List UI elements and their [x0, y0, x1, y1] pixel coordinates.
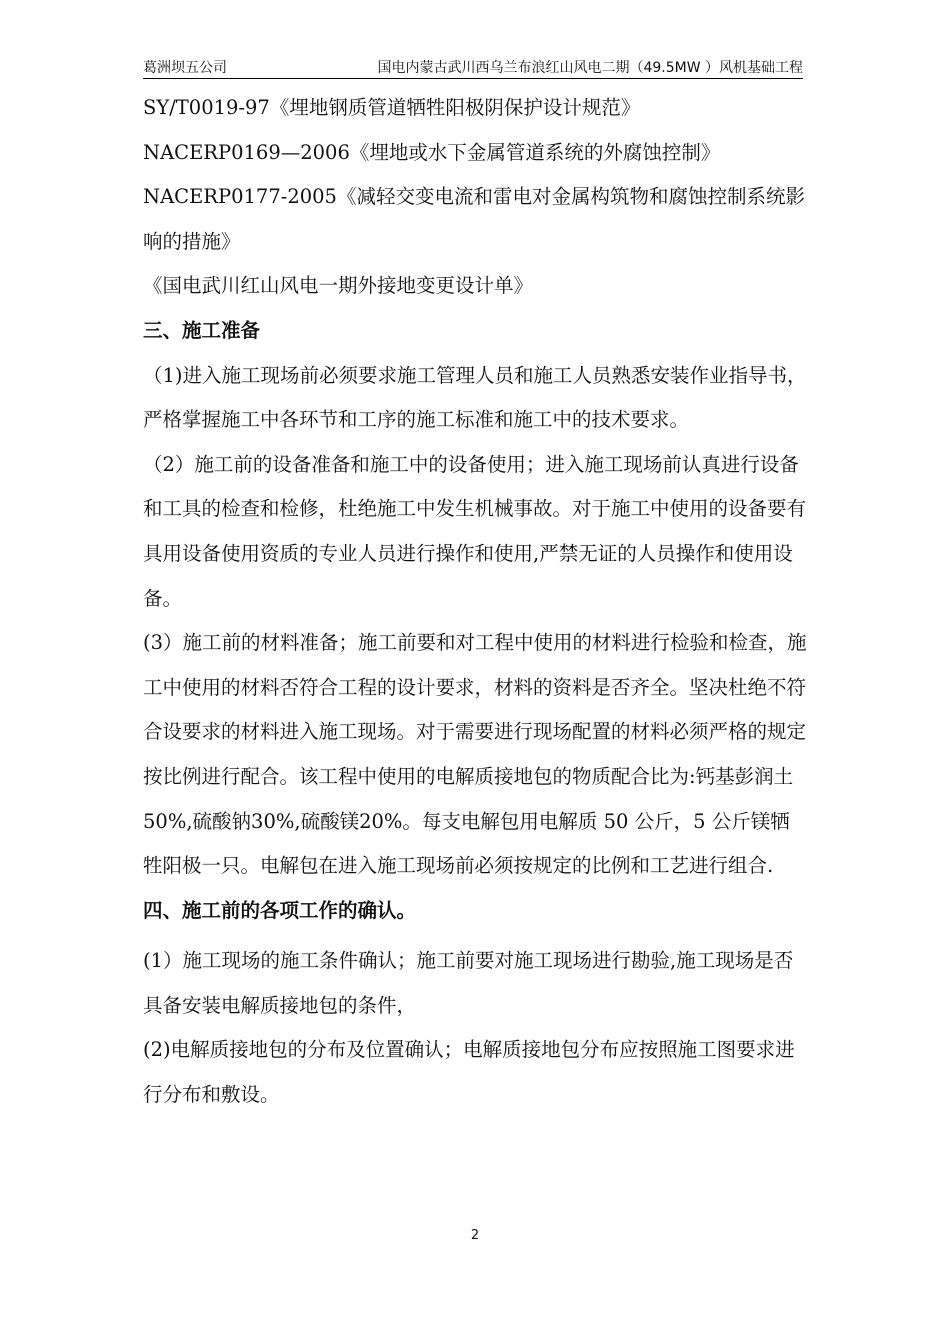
paragraph: （2）施工前的设备准备和施工中的设备使用；进入施工现场前认真进行设备和工具的检查和检修，杜绝施工中发生机械事故。对于施工中使用的设备要有具用设备使用资质的专业人员进行操作和使用,严禁无证的人员操作和使用设备。 [143, 452, 807, 610]
document-body [143, 86, 808, 1118]
paragraph: (2)电解质接地包的分布及位置确认；电解质接地包分布应按照施工图要求进行分布和敷设。 [143, 1038, 795, 1107]
reference-line: NACERP0177-2005《减轻交变电流和雷电对金属构筑物和腐蚀控制系统影响的措施》 [143, 185, 805, 253]
header-company: 葛洲坝五公司 [143, 60, 227, 76]
section-heading-3: 三、施工准备 [143, 318, 261, 342]
reference-line: NACERP0169—2006《埋地或水下金属管道系统的外腐蚀控制》 [143, 140, 721, 164]
reference-line: 《国电武川红山风电一期外接地变更设计单》 [143, 274, 534, 298]
paragraph: (1）施工现场的施工条件确认；施工前要对施工现场进行勘验,施工现场是否具备安装电解质接地包的条件， [143, 949, 794, 1017]
paragraph: (3）施工前的材料准备；施工前要和对工程中使用的材料进行检验和检查，施工中使用的材料否符合工程的设计要求，材料的资料是否齐全。坚决杜绝不符合设要求的材料进入施工现场。对于需要进行现场配置的材料必须严格的规定按比例进行配合。该工程中使用的电解质接地包的物质配合比为:钙基彭润土50%,硫酸钠30%,硫酸镁20%。每支电解包用电解质 50 公斤，5 公斤镁牺牲阳极一只。电解包在进入施工现场前必须按规定的比例和工艺进行组合. [143, 631, 807, 878]
paragraph: （1)进入施工现场前必须要求施工管理人员和施工人员熟悉安装作业指导书，严格掌握施工中各环节和工序的施工标准和施工中的技术要求。 [143, 363, 807, 432]
page-header [143, 52, 803, 79]
reference-line: SY/T0019-97《埋地钢质管道牺牲阳极阴保护设计规范》 [143, 96, 641, 119]
page-number: 2 [470, 1228, 480, 1243]
section-heading-4: 四、施工前的各项工作的确认。 [143, 898, 417, 922]
header-project-title: 国电内蒙古武川西乌兰布浪红山风电二期（49.5MW ）风机基础工程 [377, 60, 803, 76]
